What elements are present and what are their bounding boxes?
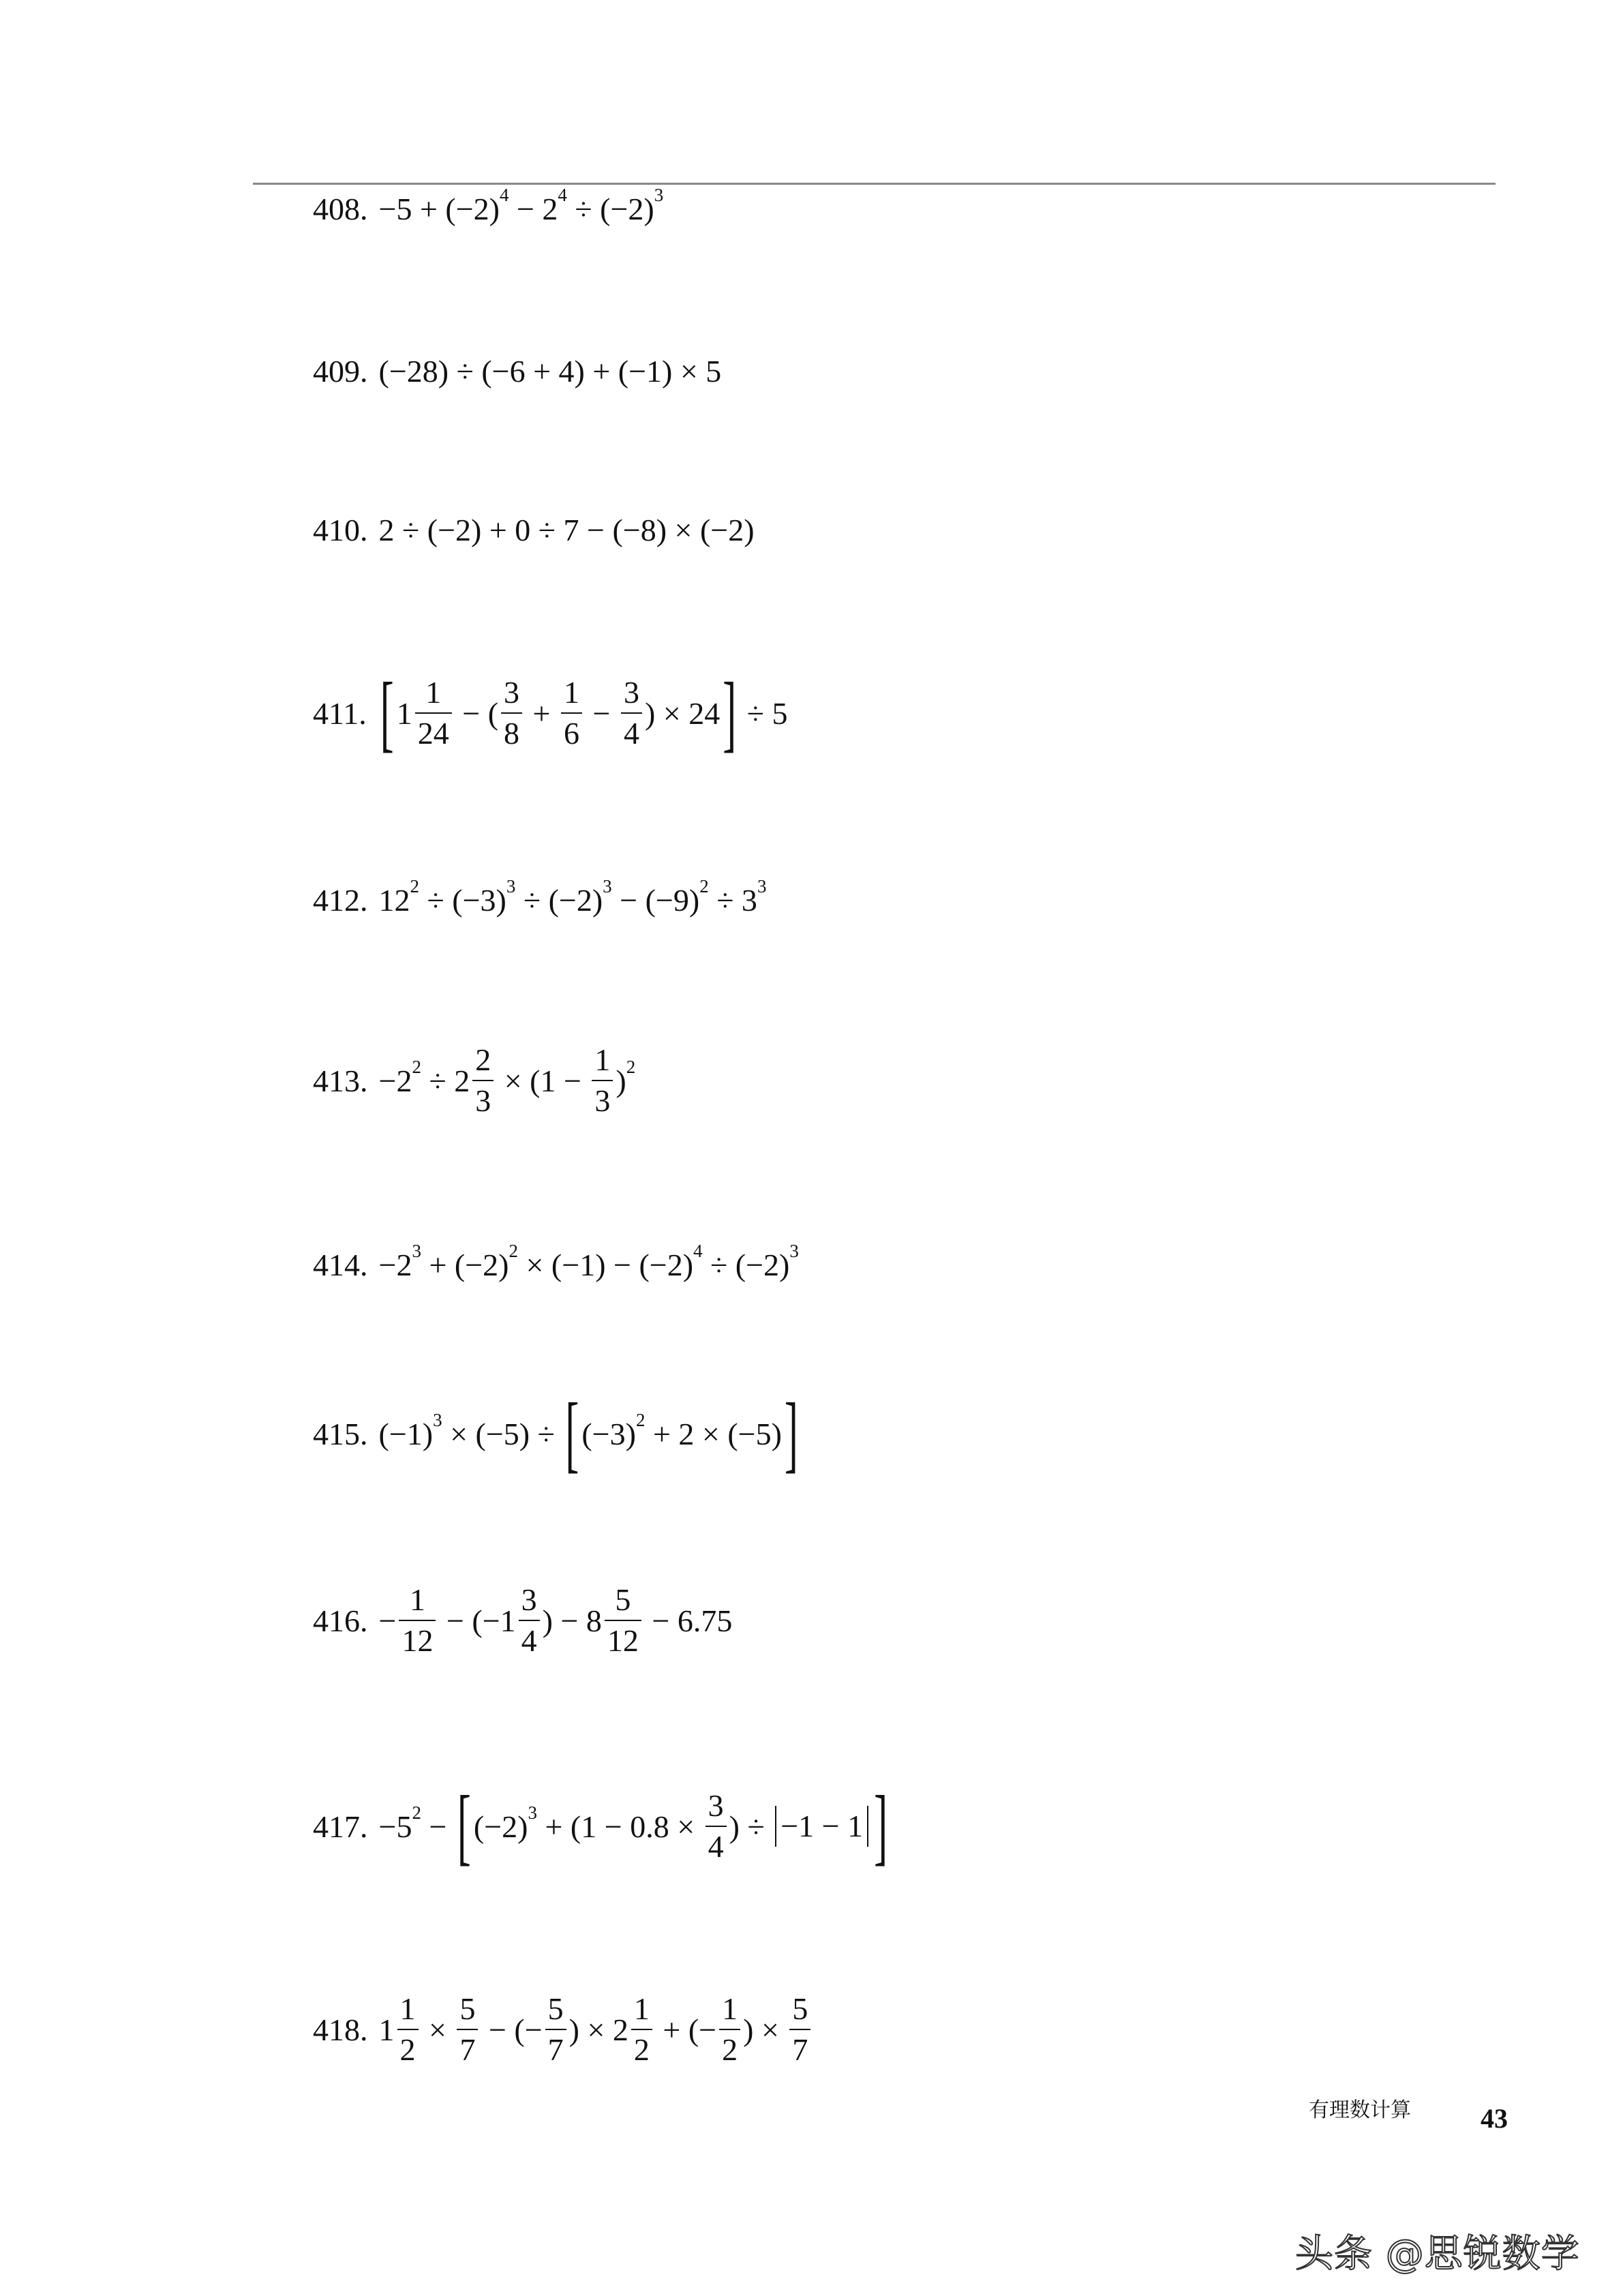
large-bracket: ] xyxy=(874,1778,888,1873)
numerator: 5 xyxy=(547,1991,564,2026)
fraction xyxy=(561,677,582,749)
denominator: 24 xyxy=(415,712,452,749)
expression-text: (−28) ÷ (−6 + 4) + (−1) × 5 xyxy=(378,353,722,389)
numerator: 3 xyxy=(504,675,520,710)
exponent: 3 xyxy=(654,184,664,205)
expression-text: + (− xyxy=(654,2012,717,2047)
exponent: 4 xyxy=(499,184,509,205)
expression-text: 2 ÷ (−2) + 0 ÷ 7 − (−8) × (−2) xyxy=(378,512,755,547)
fraction xyxy=(397,1993,419,2066)
exponent: 3 xyxy=(757,875,767,896)
denominator: 4 xyxy=(706,1826,727,1862)
absolute-value: −1 − 1 xyxy=(775,1806,868,1847)
expression-text: ÷ (−3) xyxy=(419,882,506,918)
expression-text: ÷ (−2) xyxy=(566,191,654,226)
expression-text: − xyxy=(585,695,618,731)
denominator: 3 xyxy=(472,1080,494,1117)
exponent: 2 xyxy=(635,1409,646,1430)
fraction xyxy=(501,677,522,749)
expression-text: − (− xyxy=(481,2012,543,2047)
expression-text: × (−5) ÷ xyxy=(442,1416,563,1451)
expression-text: × xyxy=(421,2012,455,2047)
problem-413 xyxy=(313,1033,635,1128)
large-bracket: [ xyxy=(380,665,394,760)
problem-number: 414. xyxy=(313,1247,368,1282)
problem-number: 408. xyxy=(313,191,368,226)
numerator: 1 xyxy=(594,1042,611,1077)
expression-text: + xyxy=(525,695,558,731)
large-bracket: ] xyxy=(723,665,737,760)
expression-text: 1 xyxy=(378,2012,395,2047)
exponent: 3 xyxy=(789,1240,799,1261)
numerator: 3 xyxy=(521,1582,537,1617)
fraction xyxy=(472,1044,494,1117)
denominator: 6 xyxy=(561,712,582,749)
numerator: 3 xyxy=(708,1788,724,1823)
expression-text: − (−9) xyxy=(611,882,700,918)
exponent: 3 xyxy=(412,1240,421,1261)
problem-number: 416. xyxy=(313,1603,368,1638)
exponent: 4 xyxy=(558,184,567,205)
problem-408 xyxy=(313,161,663,256)
fraction xyxy=(719,1993,740,2066)
fraction xyxy=(399,1584,436,1657)
expression-text: (−2) xyxy=(473,1809,528,1844)
exponent: 2 xyxy=(412,1802,421,1823)
exponent: 3 xyxy=(433,1409,442,1430)
fraction xyxy=(545,1993,566,2066)
expression-text: −5 xyxy=(378,1809,412,1844)
numerator: 1 xyxy=(722,1991,738,2026)
numerator: 5 xyxy=(615,1582,631,1617)
problem-415 xyxy=(313,1386,801,1481)
denominator: 7 xyxy=(457,2029,478,2066)
problem-number: 409. xyxy=(313,353,368,389)
expression-text: 1 xyxy=(396,695,412,731)
numerator: 1 xyxy=(564,675,579,710)
problem-number: 418. xyxy=(313,2012,368,2047)
numerator: 1 xyxy=(399,1991,416,2026)
problem-416 xyxy=(313,1573,732,1668)
denominator: 2 xyxy=(631,2029,652,2066)
fraction xyxy=(706,1790,727,1862)
expression-text: ) × 2 xyxy=(568,2012,628,2047)
expression-text: −2 xyxy=(378,1063,412,1098)
fraction xyxy=(605,1584,641,1657)
large-bracket: [ xyxy=(565,1385,579,1481)
expression-text: ) × 24 xyxy=(644,695,721,731)
footer-section-title: 有理数计算 xyxy=(1309,2098,1411,2122)
expression-text: − ( xyxy=(454,695,499,731)
expression-text: ÷ (−2) xyxy=(515,882,603,918)
expression-text: −5 + (−2) xyxy=(378,191,500,226)
large-bracket: [ xyxy=(457,1778,471,1873)
denominator: 2 xyxy=(397,2029,419,2066)
exponent: 2 xyxy=(626,1056,636,1077)
expression-text: − (−1 xyxy=(438,1603,516,1638)
problem-number: 410. xyxy=(313,512,368,547)
problem-number: 411. xyxy=(313,695,367,731)
expression-text: − 6.75 xyxy=(643,1603,733,1638)
fraction xyxy=(789,1993,810,2066)
problem-number: 412. xyxy=(313,882,368,918)
exponent: 2 xyxy=(410,875,419,896)
expression-text: + 2 × (−5) xyxy=(645,1416,782,1451)
expression-text: × (1 − xyxy=(496,1063,590,1098)
expression-text: − xyxy=(421,1809,455,1844)
problem-417 xyxy=(313,1779,890,1874)
denominator: 4 xyxy=(621,712,642,749)
denominator: 3 xyxy=(592,1080,613,1117)
expression-text: ÷ 3 xyxy=(708,882,757,918)
numerator: 5 xyxy=(792,1991,808,2026)
expression-text: 12 xyxy=(378,882,410,918)
expression-text: ÷ 2 xyxy=(421,1063,470,1098)
problem-number: 415. xyxy=(313,1416,368,1451)
numerator: 1 xyxy=(425,675,442,710)
fraction xyxy=(631,1993,652,2066)
denominator: 8 xyxy=(501,712,522,749)
expression-text: −2 xyxy=(378,1247,412,1282)
denominator: 4 xyxy=(519,1620,540,1657)
problem-number: 413. xyxy=(313,1063,368,1098)
expression-text: ÷ (−2) xyxy=(702,1247,790,1282)
fraction xyxy=(519,1584,540,1657)
problem-418 xyxy=(313,1982,813,2077)
fraction xyxy=(457,1993,478,2066)
expression-text: (−1) xyxy=(378,1416,434,1451)
numerator: 5 xyxy=(459,1991,476,2026)
expression-text: + (1 − 0.8 × xyxy=(536,1809,703,1844)
problem-number: 417. xyxy=(313,1809,368,1844)
expression-text: × (−1) − (−2) xyxy=(517,1247,694,1282)
problem-412 xyxy=(313,852,766,948)
numerator: 1 xyxy=(633,1991,650,2026)
problem-410 xyxy=(313,482,755,577)
expression-text: − xyxy=(378,1603,397,1638)
denominator: 7 xyxy=(789,2029,810,2066)
watermark: 头条 @思锐数学 xyxy=(1295,2232,1580,2276)
exponent: 2 xyxy=(509,1240,518,1261)
numerator: 1 xyxy=(409,1582,425,1617)
fraction xyxy=(621,677,642,749)
denominator: 12 xyxy=(605,1620,641,1657)
exponent: 2 xyxy=(699,875,709,896)
expression-text: (−3) xyxy=(581,1416,636,1451)
exponent: 3 xyxy=(603,875,612,896)
problem-414 xyxy=(313,1217,799,1312)
fraction xyxy=(415,677,452,749)
expression-text: ) − 8 xyxy=(542,1603,602,1638)
exponent: 2 xyxy=(412,1056,421,1077)
fraction xyxy=(592,1044,613,1117)
expression-text: ) ÷ xyxy=(729,1809,773,1844)
expression-text: − 2 xyxy=(509,191,558,226)
numerator: 2 xyxy=(475,1042,491,1077)
expression-text: ) xyxy=(616,1063,626,1098)
exponent: 3 xyxy=(528,1802,537,1823)
expression-text: ) × xyxy=(743,2012,787,2047)
exponent: 4 xyxy=(693,1240,703,1261)
large-bracket: ] xyxy=(784,1385,798,1481)
expression-text: + (−2) xyxy=(421,1247,509,1282)
expression-text: ÷ 5 xyxy=(739,695,788,731)
problem-411 xyxy=(313,665,787,761)
denominator: 7 xyxy=(545,2029,566,2066)
denominator: 2 xyxy=(719,2029,740,2066)
page-number: 43 xyxy=(1481,2103,1508,2134)
numerator: 3 xyxy=(623,675,639,710)
problem-409 xyxy=(313,323,721,419)
denominator: 12 xyxy=(399,1620,436,1657)
exponent: 3 xyxy=(506,875,516,896)
